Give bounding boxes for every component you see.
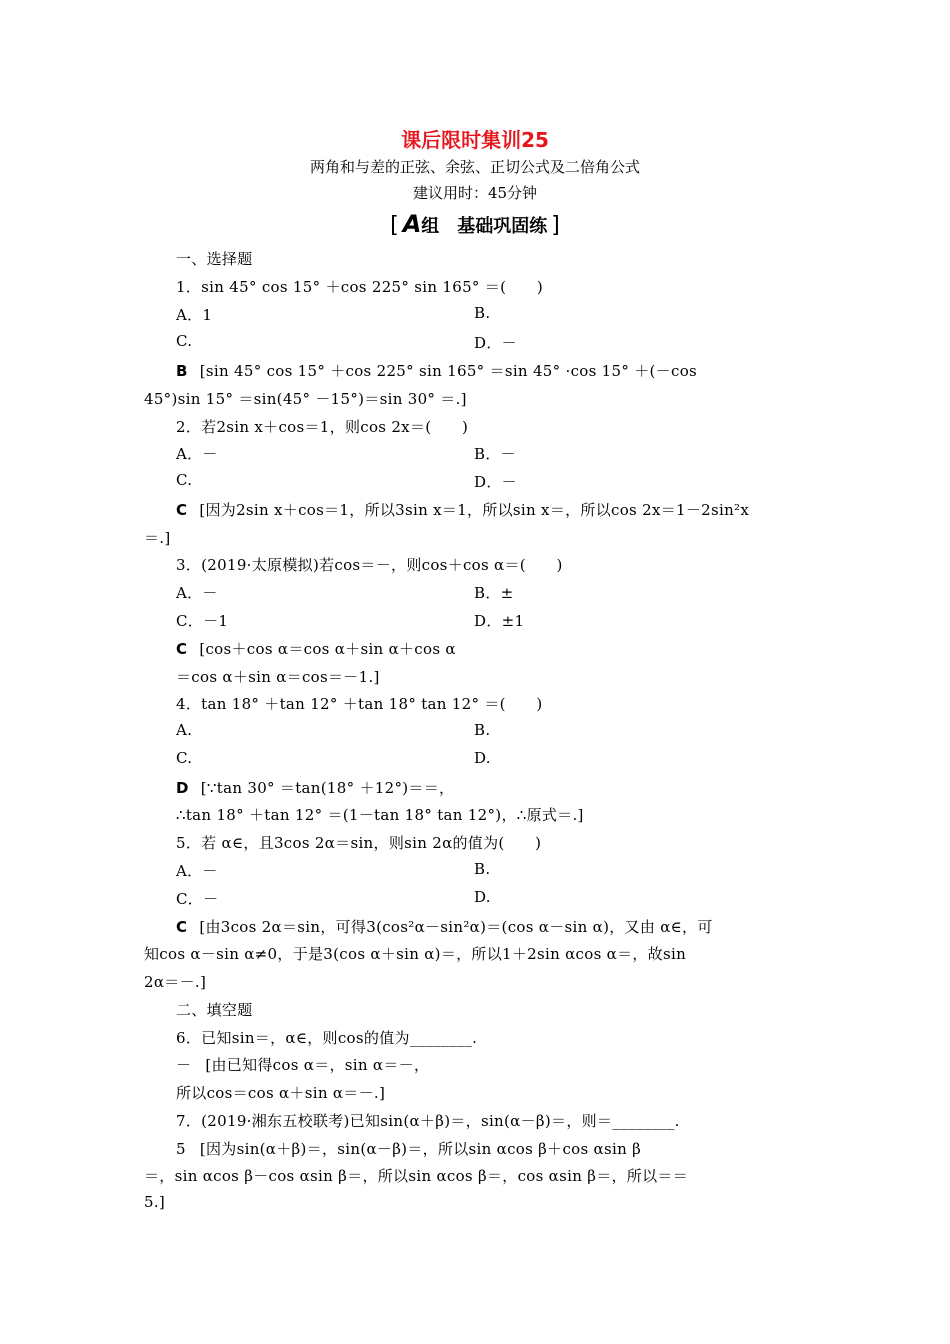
q5-option-d: D. [474,888,491,906]
group-letter: A [402,210,422,238]
q1-option-a: A．1 [176,306,213,324]
q2-solution-cont: ＝.] [144,529,171,547]
page-subtitle: 两角和与差的正弦、余弦、正切公式及二倍角公式 [309,158,640,176]
q1-option-b: B. [474,304,491,322]
section-heading-fill: 二、填空题 [176,1001,253,1019]
suggested-time: 建议用时：45分钟 [412,184,538,202]
q3-solution: C [cos＋cos α＝cos α＋sin α＋cos α [176,640,456,658]
q6-solution: － [由已知得cos α＝，sin α＝－， [176,1056,430,1074]
group-label: 组 基础巩固练 [421,216,548,237]
page-title: 课后限时集训25 [401,128,549,152]
q2-stem: 2．若2sin x＋cos＝1，则cos 2x＝( ) [176,418,469,436]
q3-option-b: B．± [474,584,514,602]
q3-option-a: A．－ [176,584,218,602]
section-heading-choice: 一、选择题 [176,250,253,268]
q1-solution-cont: 45°)sin 15° ＝sin(45° －15°)＝sin 30° ＝.] [144,390,467,408]
q6-answer: － [176,1056,192,1074]
q6-stem: 6．已知sin＝，α∈，则cos的值为________. [176,1029,478,1047]
q2-option-d: D．－ [474,473,517,491]
q5-stem: 5．若 α∈，且3cos 2α＝sin，则sin 2α的值为( ) [176,834,542,852]
q4-option-d: D. [474,749,491,767]
q5-option-c: C．－ [176,890,219,908]
q2-option-b: B．－ [474,445,516,463]
bracket-left: [ [390,213,399,238]
q5-solution: C [由3cos 2α＝sin，可得3(cos²α－sin²α)＝(cos α－sin α)，又由 α∈，可 [176,918,713,936]
q3-solution-cont: ＝cos α＋sin α＝cos＝－1.] [176,668,380,686]
q4-answer: D [176,779,189,797]
q3-option-d: D．±1 [474,612,525,630]
q1-solution: B [sin 45° cos 15° ＋cos 225° sin 165° ＝sin 45° ·cos 15° ＋(－cos [176,362,698,380]
q1-option-c: C. [176,332,193,350]
q5-answer: C [176,918,188,936]
bracket-right: ] [551,213,560,238]
q1-option-d: D．－ [474,334,517,352]
q1-stem: 1．sin 45° cos 15° ＋cos 225° sin 165° ＝( ) [176,278,543,296]
q5-solution-end: 2α＝－.] [144,973,207,991]
q5-option-b: B. [474,860,491,878]
q4-option-c: C. [176,749,193,767]
q4-stem: 4．tan 18° ＋tan 12° ＋tan 18° tan 12° ＝( ) [176,695,543,713]
q6-solution-cont: 所以cos＝cos α＋sin α＝－.] [176,1084,386,1102]
q1-answer: B [176,362,188,380]
q2-answer: C [176,501,188,519]
q4-option-a: A. [176,721,193,739]
q4-solution: D [∵tan 30° ＝tan(18° ＋12°)＝＝， [176,779,455,797]
q7-answer: 5 [176,1140,186,1158]
q5-solution-cont: 知cos α－sin α≠0，于是3(cos α＋sin α)＝，所以1＋2sin αcos α＝，故sin [144,945,687,963]
q3-option-c: C．－1 [176,612,229,630]
q3-stem: 3．(2019·太原模拟)若cos＝－，则cos＋cos α＝( ) [176,556,563,574]
q7-stem: 7．(2019·湘东五校联考)已知sin(α＋β)＝，sin(α－β)＝，则＝________. [176,1112,680,1130]
q7-solution-cont: ＝，sin αcos β－cos αsin β＝，所以sin αcos β＝，cos αsin β＝，所以＝＝ [144,1167,688,1185]
q4-solution-cont: ∴tan 18° ＋tan 12° ＝(1－tan 18° tan 12°)，∴原式＝.] [176,806,584,824]
group-banner [0,210,950,238]
q4-option-b: B. [474,721,491,739]
q2-option-c: C. [176,471,193,489]
q2-option-a: A．－ [176,445,218,463]
q3-answer: C [176,640,188,658]
q7-solution-end: 5.] [144,1193,166,1211]
q2-solution: C [因为2sin x＋cos＝1，所以3sin x＝1，所以sin x＝，所以cos 2x＝1－2sin²x [176,501,750,519]
q5-option-a: A．－ [176,862,218,880]
q7-solution: 5 [因为sin(α＋β)＝，sin(α－β)＝，所以sin αcos β＋cos αsin β [176,1140,642,1158]
